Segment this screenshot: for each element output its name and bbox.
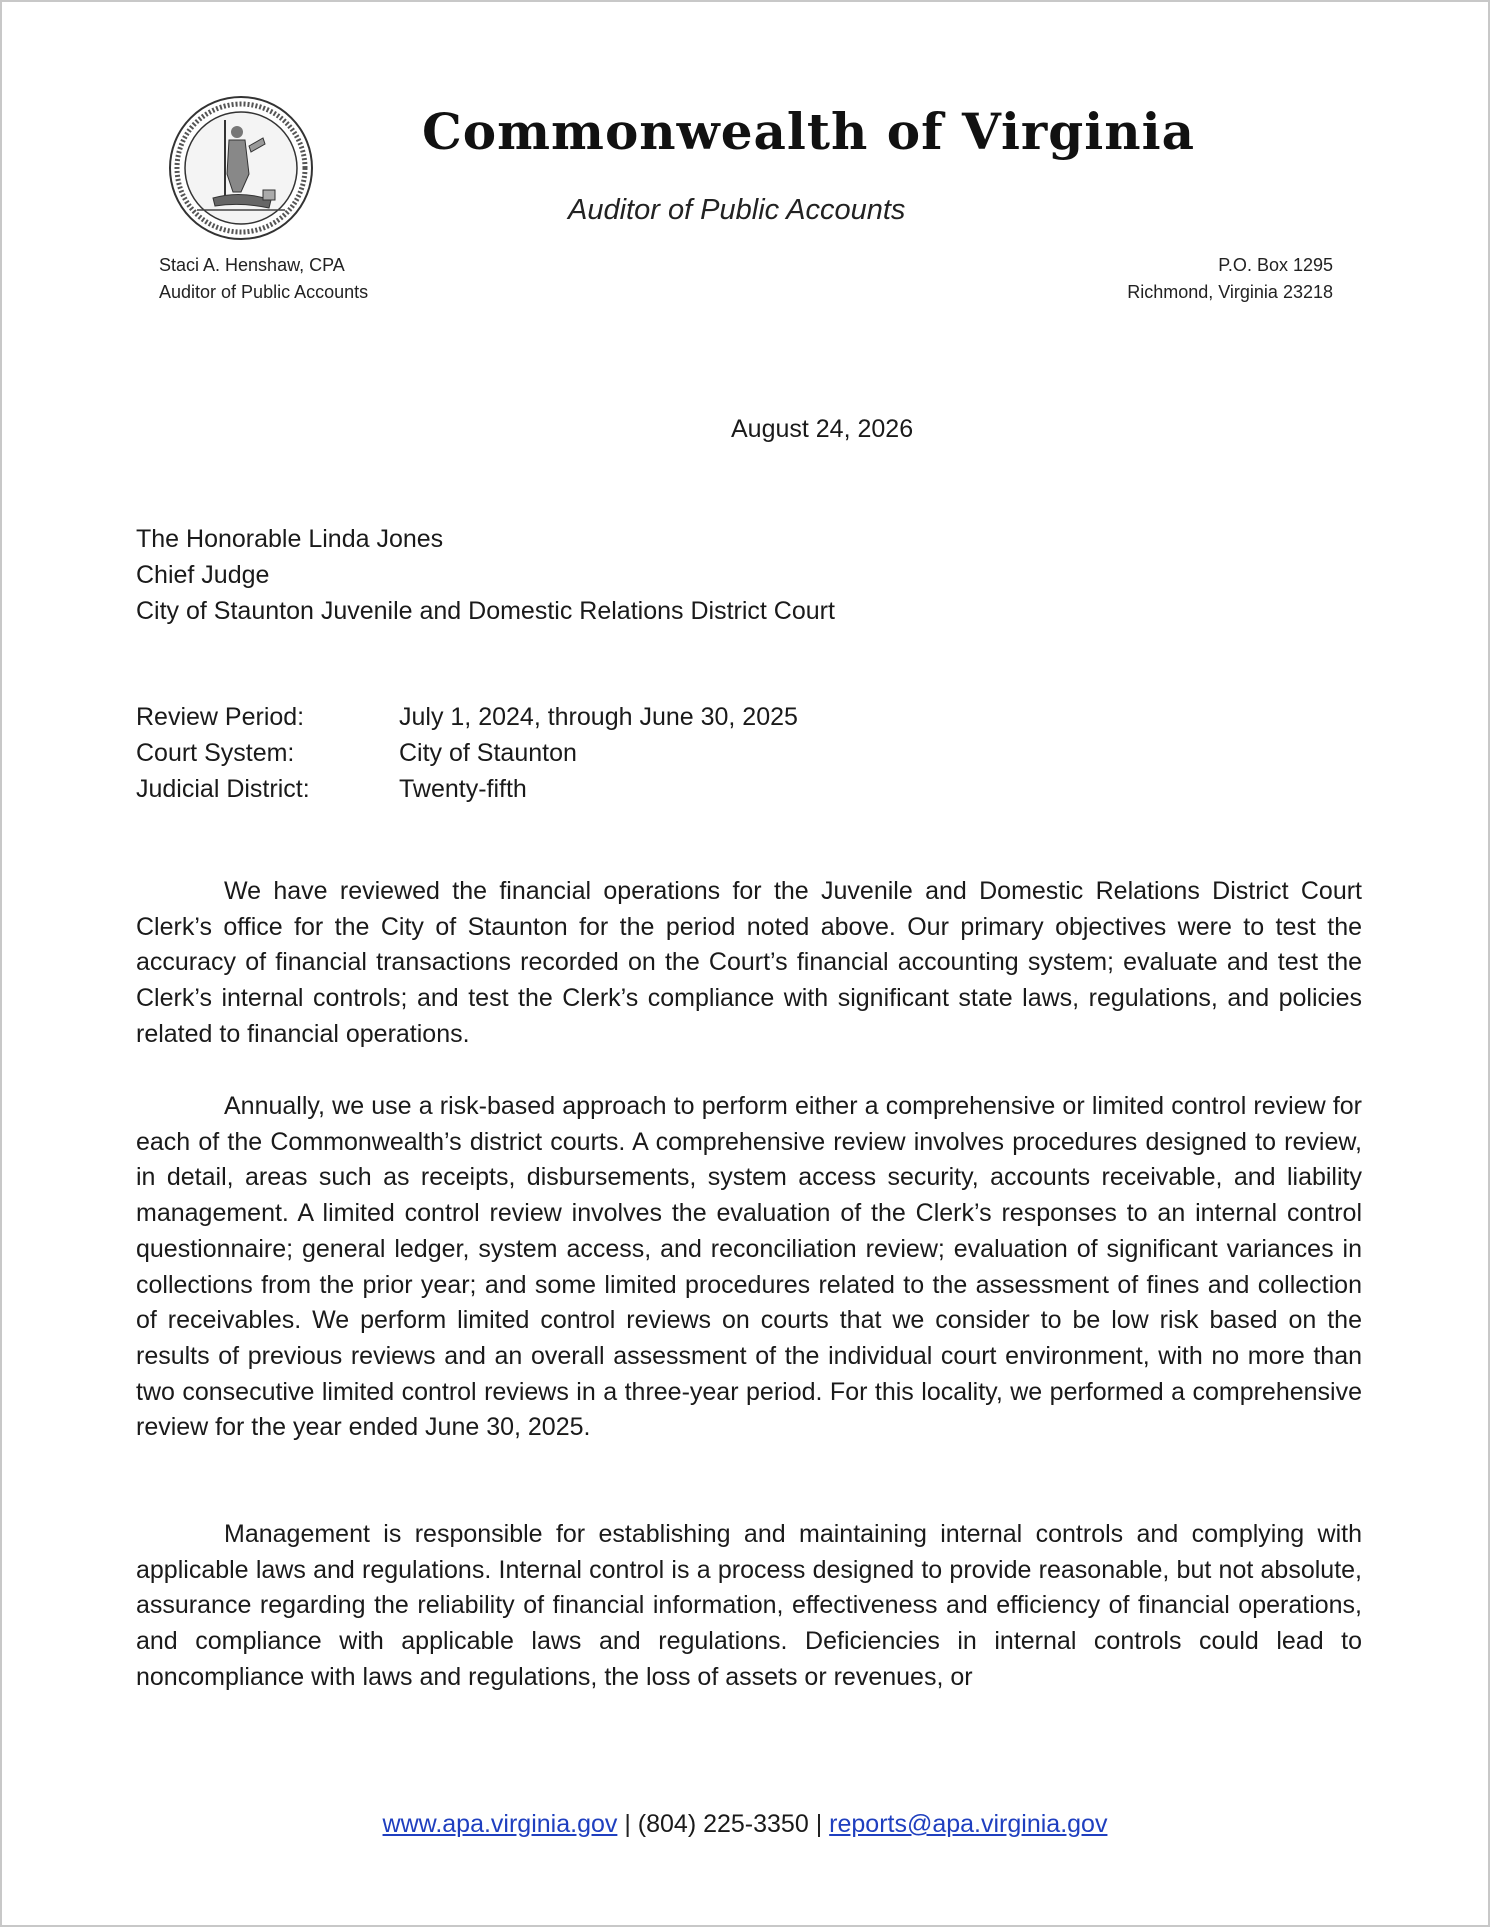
auditor-title: Auditor of Public Accounts — [159, 282, 369, 302]
review-value: Twenty-fifth — [399, 775, 527, 803]
review-label: Court System: — [136, 739, 295, 767]
review-value: July 1, 2024, through June 30, 2025 — [399, 703, 798, 731]
addressee-block — [136, 521, 835, 629]
letterhead-title: Commonwealth of Virginia — [422, 102, 1195, 161]
letter-date: August 24, 2026 — [731, 415, 914, 443]
addressee-court: City of Staunton Juvenile and Domestic Relations District Court — [136, 597, 835, 625]
footer-separator: | — [624, 1810, 638, 1838]
body-paragraph: We have reviewed the financial operations for the Juvenile and Domestic Relations District Court Clerk’s office for the City of Staunton for the period noted above. Our primary objectives were to test the accuracy of financial transactions recorded on the Court’s financial accounting system; evaluate and test the Clerk’s internal controls; and test the Clerk’s compliance with significant state laws, regulations, and policies related to financial operations. — [136, 877, 1362, 1048]
addressee-name: The Honorable Linda Jones — [136, 525, 444, 553]
letterhead-subtitle: Auditor of Public Accounts — [568, 194, 906, 226]
footer-contact — [2, 1810, 1488, 1839]
review-row — [136, 771, 798, 807]
review-value: City of Staunton — [399, 739, 577, 767]
email-link[interactable]: reports@apa.virginia.gov — [829, 1810, 1108, 1838]
review-details — [136, 699, 798, 807]
auditor-name: Staci A. Henshaw, CPA — [159, 255, 345, 275]
office-city: Richmond, Virginia 23218 — [1127, 282, 1333, 302]
footer-phone: (804) 225-3350 — [637, 1810, 809, 1838]
website-link[interactable]: www.apa.virginia.gov — [382, 1810, 618, 1838]
body-paragraph: Management is responsible for establishing and maintaining internal controls and complying with applicable laws and regulations. Internal control is a process designed to provide reasonable, but not absolute, assurance regarding the reliability of financial information, effectiveness and efficiency of financial operations, and compliance with applicable laws and regulations. Deficiencies in internal controls could lead to noncompliance with laws and regulations, the loss of assets or revenues, or — [136, 1520, 1362, 1691]
footer-separator: | — [815, 1810, 830, 1838]
office-address-block — [1127, 252, 1333, 306]
body-paragraph: Annually, we use a risk-based approach to perform either a comprehensive or limited control review for each of the Commonwealth’s district courts. A comprehensive review involves procedures designed to review, in detail, areas such as receipts, disbursements, system access security, accounts receivable, and liability management. A limited control review involves the evaluation of the Clerk’s responses to an internal control questionnaire; general ledger, system access, and reconciliation review; evaluation of significant variances in collections from the prior year; and some limited procedures related to the assessment of fines and collection of receivables. We perform limited control reviews on courts that we consider to be low risk based on the results of previous reviews and an overall assessment of the individual court environment, with no more than two consecutive limited control reviews in a three-year period. For this locality, we performed a comprehensive review for the year ended June 30, 2025. — [136, 1092, 1362, 1442]
virginia-state-seal-icon — [167, 94, 315, 242]
office-po-box: P.O. Box 1295 — [1218, 255, 1333, 275]
addressee-title: Chief Judge — [136, 561, 270, 589]
review-row — [136, 699, 798, 735]
auditor-name-block — [159, 252, 368, 306]
review-label: Review Period: — [136, 703, 305, 731]
review-row — [136, 735, 798, 771]
review-label: Judicial District: — [136, 775, 310, 803]
